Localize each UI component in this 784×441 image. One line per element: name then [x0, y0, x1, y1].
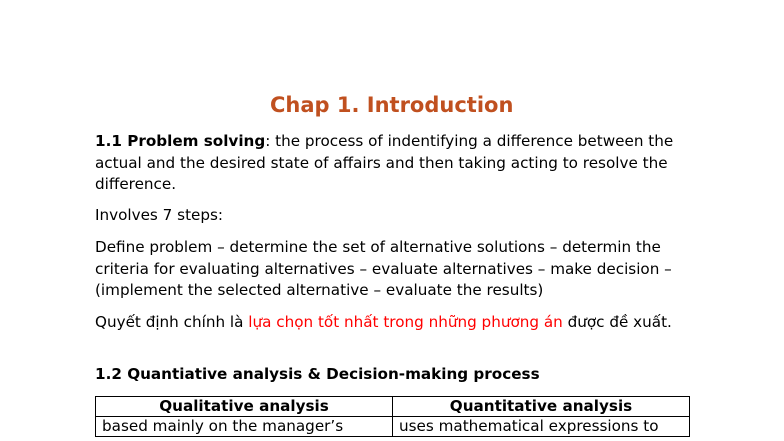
- table-cell-qualitative: based mainly on the manager’s: [96, 417, 393, 437]
- section-1-heading: 1.1 Problem solving: [95, 132, 266, 150]
- vietnamese-prefix: Quyết định chính là: [95, 313, 249, 331]
- table-cell-quantitative: uses mathematical expressions to: [393, 417, 690, 437]
- problem-solving-paragraph: [95, 131, 695, 196]
- steps-list-paragraph: Define problem – determine the set of alternative solutions – determin the criteria for evaluating alternatives – evaluate alternatives – make decision – (implement the selected alternative – evaluate the results): [95, 238, 672, 299]
- page-title: Chap 1. Introduction: [270, 93, 514, 117]
- table-row: [96, 417, 690, 437]
- vietnamese-suffix: được đề xuất.: [562, 313, 672, 331]
- analysis-comparison-table: [95, 396, 690, 437]
- table-header-row: [96, 397, 690, 417]
- section-2-heading: 1.2 Quantiative analysis & Decision-making process: [95, 365, 540, 383]
- steps-intro: Involves 7 steps:: [95, 206, 224, 224]
- table-header-qualitative: Qualitative analysis: [96, 397, 393, 417]
- vietnamese-paragraph: [95, 312, 695, 334]
- vietnamese-highlight: lựa chọn tốt nhất trong những phương án: [248, 313, 563, 331]
- section-1-text: : the process of indentifying a difference between the actual and the desired state of affairs and then taking acting to resolve the difference.: [95, 132, 674, 193]
- table-header-quantitative: Quantitative analysis: [393, 397, 690, 417]
